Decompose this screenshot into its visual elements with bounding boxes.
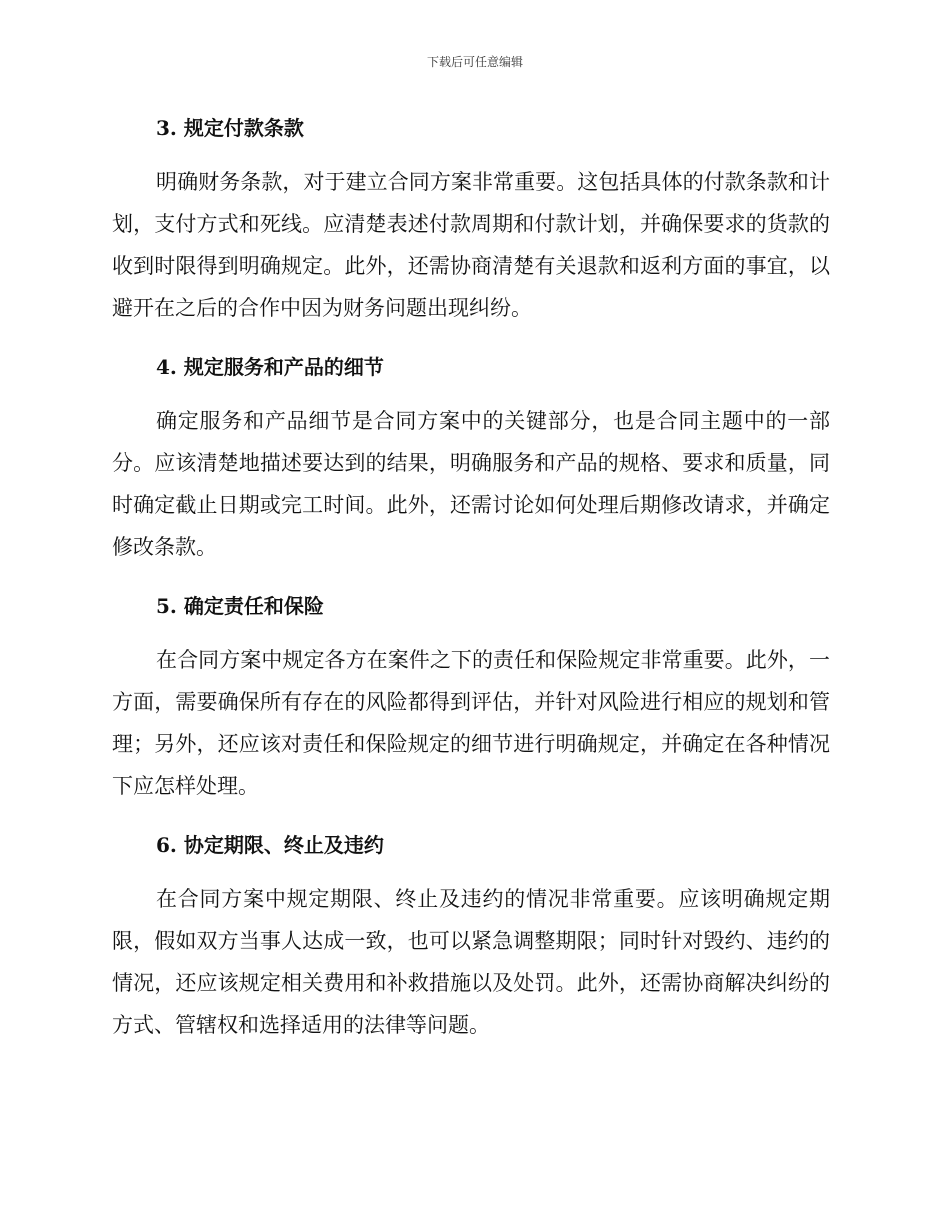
section-term-termination-breach <box>112 825 830 1046</box>
page-header: 下载后可任意编辑 <box>426 55 523 69</box>
section-paragraph: 在合同方案中规定各方在案件之下的责任和保险规定非常重要。此外，一方面，需要确保所有存在的风险都得到评估，并针对风险进行相应的规划和管理；另外，还应该对责任和保险规定的细节进行明确规定，并确定在各种情况下应怎样处理。 <box>112 648 830 798</box>
section-payment-terms <box>112 108 830 329</box>
section-paragraph: 在合同方案中规定期限、终止及违约的情况非常重要。应该明确规定期限，假如双方当事人达成一致，也可以紧急调整期限；同时针对毁约、违约的情况，还应该规定相关费用和补救措施以及处罚。此外，还需协商解决纠纷的方式、管辖权和选择适用的法律等问题。 <box>112 887 830 1037</box>
section-heading: 5. 确定责任和保险 <box>156 594 324 618</box>
document-body <box>112 108 830 1064</box>
section-service-product-details <box>112 347 830 568</box>
section-liability-insurance <box>112 586 830 807</box>
section-paragraph: 明确财务条款，对于建立合同方案非常重要。这包括具体的付款条款和计划，支付方式和死线。应清楚表述付款周期和付款计划，并确保要求的货款的收到时限得到明确规定。此外，还需协商清楚有关退款和返利方面的事宜，以避开在之后的合作中因为财务问题出现纠纷。 <box>112 170 830 320</box>
section-heading: 4. 规定服务和产品的细节 <box>156 355 384 379</box>
section-paragraph: 确定服务和产品细节是合同方案中的关键部分，也是合同主题中的一部分。应该清楚地描述要达到的结果，明确服务和产品的规格、要求和质量，同时确定截止日期或完工时间。此外，还需讨论如何处理后期修改请求，并确定修改条款。 <box>112 409 830 559</box>
section-heading: 3. 规定付款条款 <box>156 116 304 140</box>
section-heading: 6. 协定期限、终止及违约 <box>156 833 384 857</box>
